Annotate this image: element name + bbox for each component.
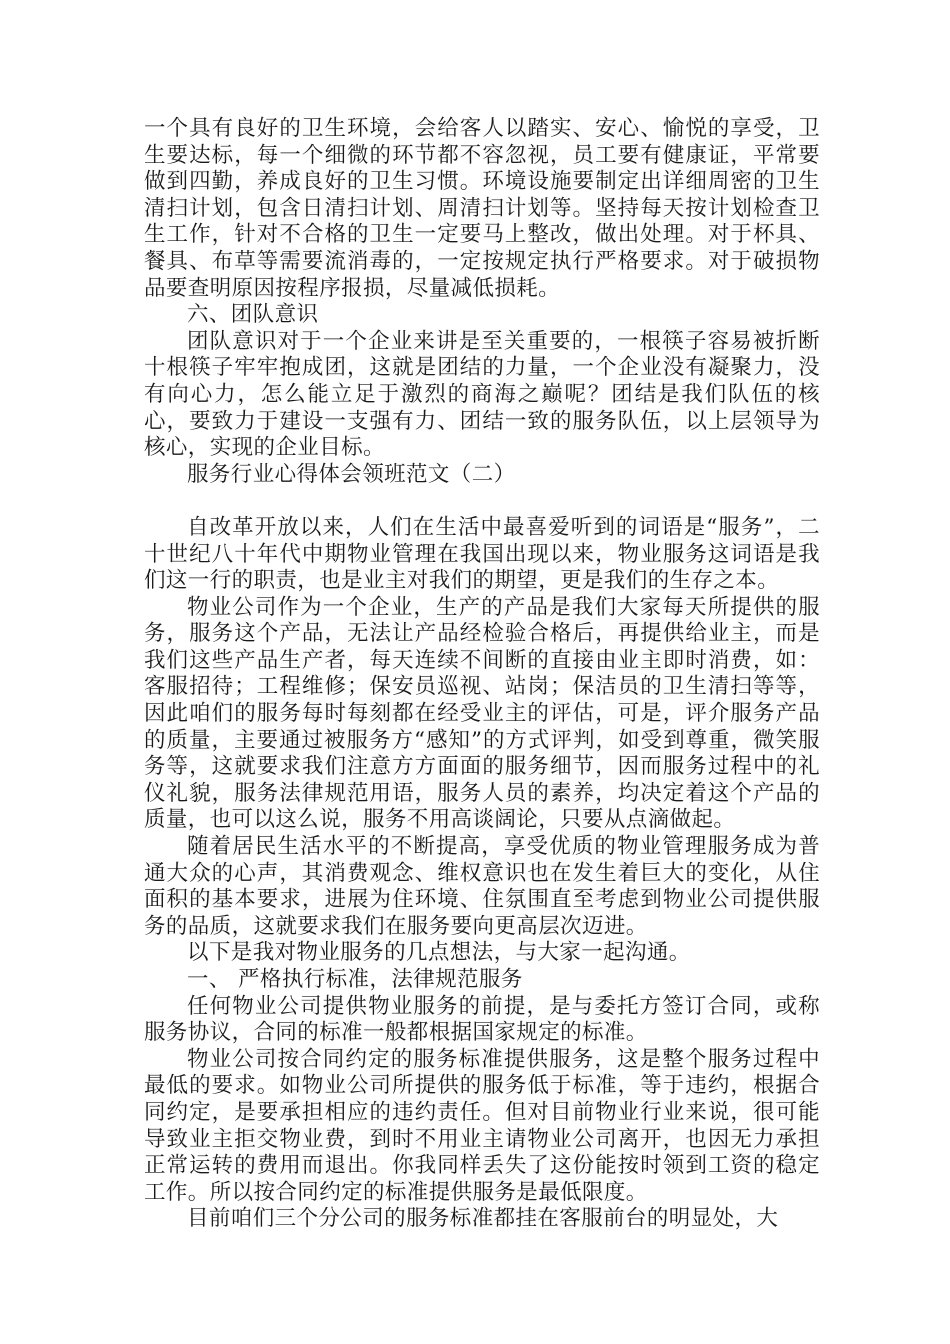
paragraph-minimum-requirement: 物业公司按合同约定的服务标准提供服务，这是整个服务过程中最低的要求。如物业公司所提供的服务低于标准，等于违约，根据合同约定，是要承担相应的违约责任。但对目前物业行业来说，很可能导致业主拒交物业费，到时不用业主请物业公司离开，也因无力承担正常运转的费用而退出。你我同样丢失了这份能按时领到工资的稳定工作。所以按合同约定的标准提供服务是最低限度。 (144, 1046, 820, 1205)
section-title-essay-two: 服务行业心得体会领班范文（二） (187, 461, 516, 487)
paragraph-hygiene-environment: 一个具有良好的卫生环境，会给客人以踏实、安心、愉悦的享受，卫生要达标，每一个细微的环节都不容忽视，员工要有健康证，平常要做到四勤，养成良好的卫生习惯。环境设施要制定出详细周密的卫生清扫计划，包含日清扫计划、周清扫计划等。坚持每天按计划检查卫生工作，针对不合格的卫生一定要马上整改，做出处理。对于杯具、餐具、布草等需要流消毒的，一定按规定执行严格要求。对于破损物品要查明原因按程序报损，尽量减低损耗。 (144, 116, 820, 301)
heading-team-spirit: 六、团队意识 (187, 302, 319, 328)
document-page (144, 116, 820, 1233)
paragraph-team-spirit: 团队意识对于一个企业来讲是至关重要的，一根筷子容易被折断十根筷子牢牢抱成团，这就是团结的力量，一个企业没有凝聚力，没有向心力，怎么能立足于激烈的商海之巅呢？团结是我们队伍的核心，要致力于建设一支强有力、团结一致的服务队伍，以上层领导为核心，实现的企业目标。 (144, 328, 820, 461)
blank-line (144, 488, 820, 515)
paragraph-ideas-intro: 以下是我对物业服务的几点想法，与大家一起沟通。 (187, 940, 691, 966)
paragraph-branch-standards: 目前咱们三个分公司的服务标准都挂在客服前台的明显处，大 (187, 1206, 779, 1232)
paragraph-living-standards: 随着居民生活水平的不断提高，享受优质的物业管理服务成为普通大众的心声，其消费观念、维权意识也在发生着巨大的变化，从住面积的基本要求，进展为住环境、住氛围直至考虑到物业公司提供服务的品质，这就要求我们在服务要向更高层次迈进。 (144, 834, 820, 939)
paragraph-reform-service: 自改革开放以来，人们在生活中最喜爱听到的词语是“服务”，二十世纪八十年代中期物业管理在我国出现以来，物业服务这词语是我们这一行的职责，也是业主对我们的期望，更是我们的生存之本。 (144, 514, 820, 594)
paragraph-contract-premise: 任何物业公司提供物业服务的前提，是与委托方签订合同，或称服务协议，合同的标准一般都根据国家规定的标准。 (144, 993, 820, 1046)
paragraph-property-company-product: 物业公司作为一个企业，生产的产品是我们大家每天所提供的服务，服务这个产品，无法让产品经检验合格后，再提供给业主，而是我们这些产品生产者，每天连续不间断的直接由业主即时消费，如：客服招待；工程维修；保安员巡视、站岗；保洁员的卫生清扫等等，因此咱们的服务每时每刻都在经受业主的评估，可是，评介服务产品的质量，主要通过被服务方“感知”的方式评判，如受到尊重，微笑服务等，这就要求我们注意方方面面的服务细节，因而服务过程中的礼仪礼貌，服务法律规范用语，服务人员的素养，均决定着这个产品的质量，也可以这么说，服务不用高谈阔论，只要从点滴做起。 (144, 594, 820, 833)
heading-standards-service: 一、 严格执行标准，法律规范服务 (187, 967, 523, 992)
